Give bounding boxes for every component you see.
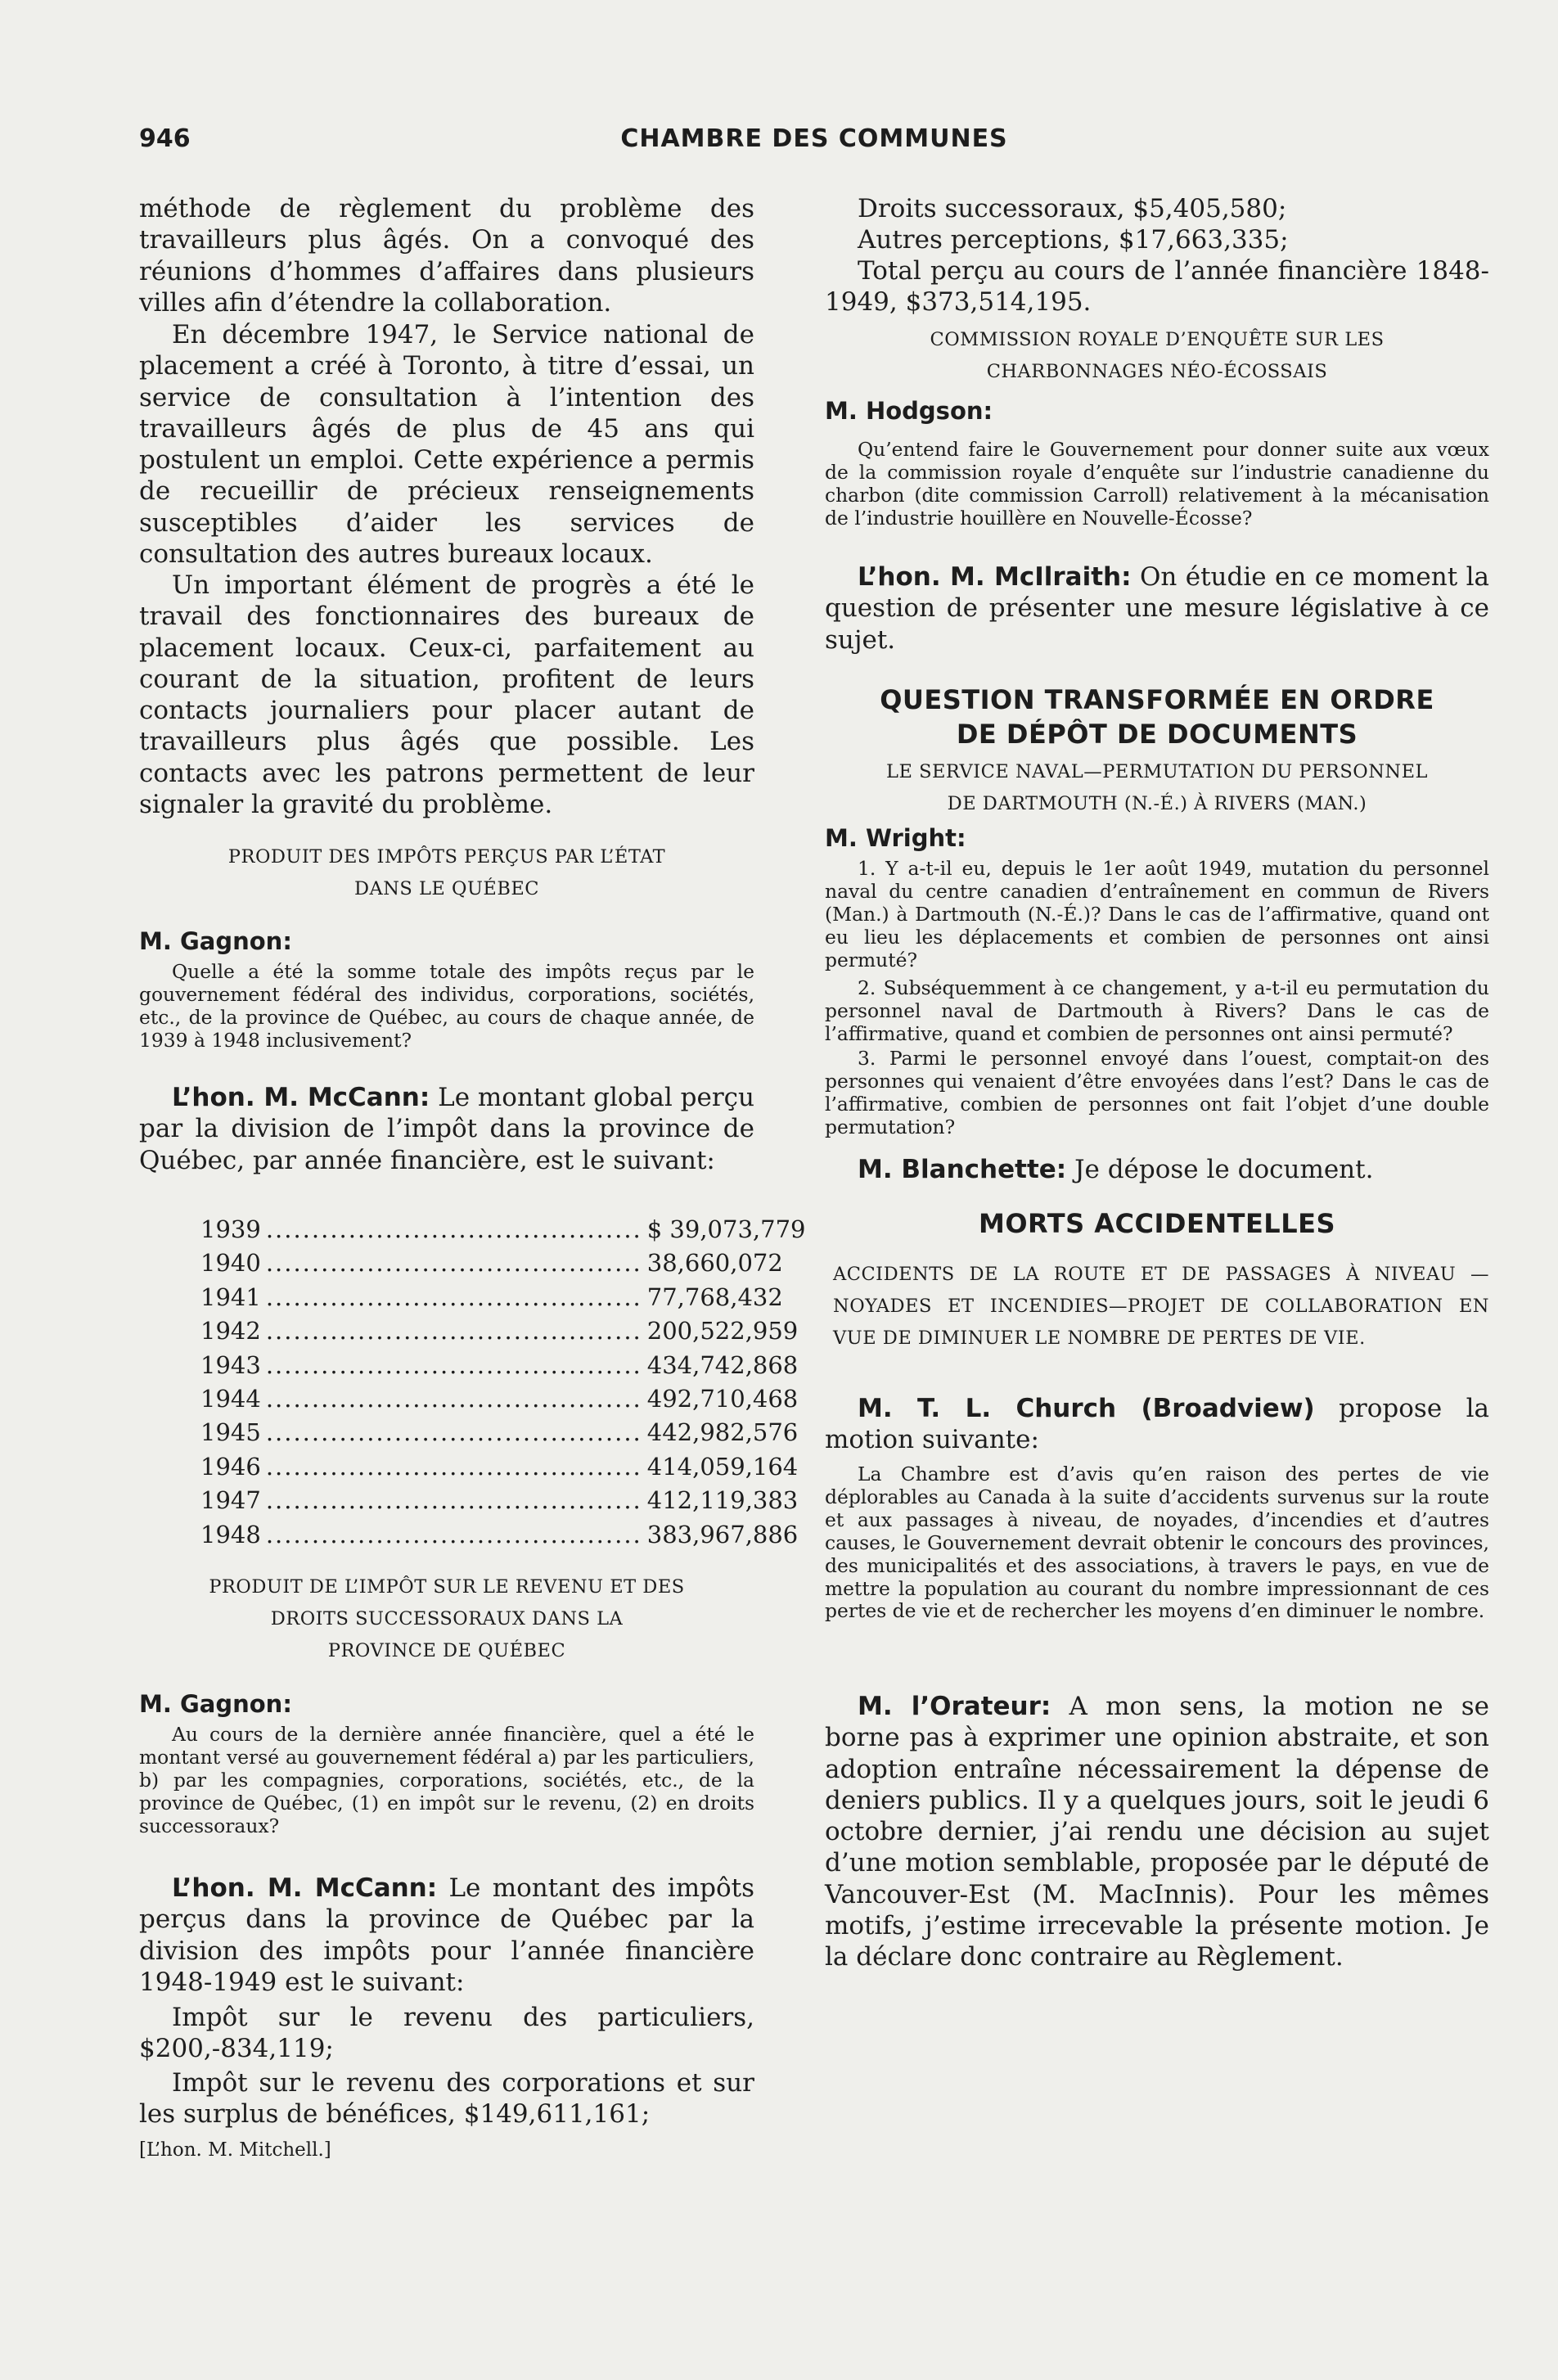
year-cell: 1944 <box>200 1385 261 1413</box>
amount-cell: 492,710,468 <box>646 1385 799 1413</box>
table-row: 1948 ......................................... 383,967,886 <box>200 1518 634 1552</box>
table-row: 1946 ......................................... 414,059,164 <box>200 1450 634 1484</box>
paragraph: méthode de règlement du problème des travailleurs plus âgés. On a convoqué des réunions d’hommes d’affaires dans plusieurs villes afin d’étendre la collaboration. <box>139 194 754 318</box>
question-text: Au cours de la dernière année financière, quel a été le montant versé au gouvernement fédéral a) par les particuliers, b) par les compagnies, corporations, sociétés, etc., de la province de Québec, (1) en impôt sur le revenu, (2) en droits successoraux? <box>139 1723 754 1837</box>
tax-table <box>200 1213 806 1555</box>
speaker-name: M. Wright: <box>825 824 966 852</box>
year-cell: 1940 <box>200 1249 261 1278</box>
page-header <box>139 124 1489 165</box>
right-column <box>825 193 1489 1973</box>
amount-cell: 77,768,432 <box>646 1282 783 1311</box>
running-title: CHAMBRE DES COMMUNES <box>620 124 1008 153</box>
speaker-name: L’hon. M. McCann: <box>172 1873 438 1903</box>
answer-paragraph: M. T. L. Church (Broadview) propose la motion suivante: <box>825 1394 1489 1455</box>
section-heading <box>139 823 754 925</box>
speaker-name: M. l’Orateur: <box>858 1692 1051 1721</box>
amount-cell: 414,059,164 <box>646 1452 799 1481</box>
answer-paragraph: L’hon. M. McIlraith: On étudie en ce moment la question de présenter une mesure législative à ce sujet. <box>825 562 1489 655</box>
section-heading-line: PRODUIT DE L’IMPÔT SUR LE REVENU ET DES <box>209 1576 685 1598</box>
year-cell: 1941 <box>200 1282 261 1311</box>
section-heading-line: CHARBONNAGES NÉO-ÉCOSSAIS <box>986 361 1328 382</box>
section-heading-line: DANS LE QUÉBEC <box>353 878 540 899</box>
question-text: 1. Y a-t-il eu, depuis le 1er août 1949, mutation du personnel naval du centre canadien d’entraînement en commun de Rivers (Man.) à Dartmouth (N.-É.)? Dans le cas de l’affirmative, quand ont eu lieu les déplacements et combien de personnes ont ainsi permuté? <box>825 857 1489 971</box>
section-heading: ACCIDENTS DE LA ROUTE ET DE PASSAGES À NIVEAU —NOYADES ET INCENDIES—PROJET DE COLLABORATION EN VUE DE DIMINUER LE NOMBRE DE PERTES DE VIE. <box>833 1264 1489 1349</box>
answer-paragraph: L’hon. M. McCann: Le montant des impôts perçus dans la province de Québec par la division des impôts pour l’année financière 1948-1949 est le suivant: <box>139 1873 754 1997</box>
paragraph: Total perçu au cours de l’année financière 1848-1949, $373,514,195. <box>825 256 1489 318</box>
left-column <box>139 193 806 2162</box>
table-row: 1944 ......................................... 492,710,468 <box>200 1382 634 1416</box>
footer-note: [L’hon. M. Mitchell.] <box>139 2139 331 2161</box>
speaker-name: M. T. L. Church (Broadview) <box>858 1394 1315 1423</box>
paragraph: Impôt sur le revenu des particuliers, $200,-834,119; <box>139 2003 754 2064</box>
motion-text: La Chambre est d’avis qu’en raison des pertes de vie déplorables au Canada à la suite d’accidents survenus sur la route et aux passages à niveau, de noyades, d’incendies et d’autres causes, le Gouvernement devrait obtenir le concours des provinces, des municipalités et des associations, à travers le pays, en vue de mettre la population au courant du nombre impressionnant de ces pertes de vie et de rechercher les moyens d’en diminuer le nombre. <box>825 1463 1489 1623</box>
table-row: 1940 ......................................... 38,660,072 <box>200 1246 634 1280</box>
question-text: Qu’entend faire le Gouvernement pour donner suite aux vœux de la commission royale d’enquête sur l’industrie canadienne du charbon (dite commission Carroll) relativement à la mécanisation de l’industrie houillère en Nouvelle-Écosse? <box>825 438 1489 530</box>
speaker-name: L’hon. M. McIlraith: <box>858 562 1132 592</box>
answer-paragraph: M. Blanchette: Je dépose le document. <box>858 1155 1374 1184</box>
answer-paragraph: L’hon. M. McCann: Le montant global perçu par la division de l’impôt dans la province de Québec, par année financière, est le suivant: <box>139 1083 755 1175</box>
table-row: 1945 ......................................... 442,982,576 <box>200 1416 634 1449</box>
amount-cell: 200,522,959 <box>646 1317 799 1346</box>
question-text: Quelle a été la somme totale des impôts reçus par le gouvernement fédéral des individus, corporations, sociétés, etc., de la province de Québec, au cours de chaque année, de 1939 à 1948 inclusivement? <box>139 960 754 1052</box>
section-heading-line: PROVINCE DE QUÉBEC <box>327 1640 566 1661</box>
speaker-name: M. Blanchette: <box>858 1155 1067 1184</box>
paragraph: Impôt sur le revenu des corporations et sur les surplus de bénéfices, $149,611,161; <box>139 2068 754 2130</box>
year-cell: 1939 <box>200 1215 261 1243</box>
table-row: 1943 ......................................... 434,742,868 <box>200 1349 634 1382</box>
table-row: 1939 ......................................... $ 39,073,779 <box>200 1213 634 1246</box>
year-cell: 1947 <box>200 1486 261 1515</box>
year-cell: 1945 <box>200 1418 261 1447</box>
table-row: 1947 ......................................... 412,119,383 <box>200 1484 634 1517</box>
section-heading-line: DE DARTMOUTH (N.-É.) À RIVERS (MAN.) <box>947 793 1367 814</box>
section-heading-line: DROITS SUCCESSORAUX DANS LA <box>270 1608 624 1629</box>
year-cell: 1946 <box>200 1452 261 1481</box>
answer-paragraph: M. l’Orateur: A mon sens, la motion ne se borne pas à exprimer une opinion abstraite, et son adoption entraîne nécessairement la dépense de deniers publics. Il y a quelques jours, soit le jeudi 6 octobre dernier, j’ai rendu une décision au sujet d’une motion semblable, proposée par le député de Vancouver-Est (M. MacInnis). Pour les mêmes motifs, j’estime irrecevable la présente motion. Je la déclare donc contraire au Règlement. <box>825 1692 1489 1972</box>
amount-cell: 434,742,868 <box>646 1350 799 1379</box>
table-row: 1941 ......................................... 77,768,432 <box>200 1281 634 1314</box>
year-cell: 1942 <box>200 1317 261 1346</box>
year-cell: 1943 <box>200 1350 261 1379</box>
amount-cell: $ 39,073,779 <box>646 1215 806 1243</box>
paragraph: En décembre 1947, le Service national de placement a créé à Toronto, à titre d’essai, un service de consultation à l’intention des travailleurs âgés de plus de 45 ans qui postulent un emploi. Cette expérience a permis de recueillir de précieux renseignements susceptibles d’aider les services de consultation des autres bureaux locaux. <box>139 320 754 570</box>
section-heading-line: PRODUIT DES IMPÔTS PERÇUS PAR L’ÉTAT <box>227 846 666 868</box>
section-heading <box>139 1555 754 1688</box>
speaker-name: M. Hodgson: <box>825 397 993 425</box>
amount-cell: 412,119,383 <box>646 1486 799 1515</box>
year-cell: 1948 <box>200 1520 261 1548</box>
table-row: 1942 ......................................... 200,522,959 <box>200 1314 634 1348</box>
section-title-line: DE DÉPÔT DE DOCUMENTS <box>956 719 1358 750</box>
section-heading-line: LE SERVICE NAVAL—PERMUTATION DU PERSONNEL <box>886 761 1428 782</box>
paragraph: Droits successoraux, $5,405,580; <box>858 194 1287 223</box>
speaker-name: L’hon. M. McCann: <box>172 1083 430 1112</box>
section-title: MORTS ACCIDENTELLES <box>979 1208 1335 1239</box>
question-text: 2. Subséquemment à ce changement, y a-t-il eu permutation du personnel naval de Dartmouth à Rivers? Dans le cas de l’affirmative, quand et combien de personnes ont ainsi permuté? <box>825 976 1489 1045</box>
section-title-line: QUESTION TRANSFORMÉE EN ORDRE <box>880 684 1434 715</box>
amount-cell: 442,982,576 <box>646 1418 799 1447</box>
question-text: 3. Parmi le personnel envoyé dans l’ouest, comptait-on des personnes qui venaient d’être envoyées dans l’est? Dans le cas de l’affirmative, combien de personnes ont fait l’objet d’une double permutation? <box>825 1047 1489 1138</box>
speaker-name: M. Gagnon: <box>139 1690 292 1718</box>
paragraph: Autres perceptions, $17,663,335; <box>858 225 1289 255</box>
amount-cell: 383,967,886 <box>646 1520 799 1548</box>
amount-cell: 38,660,072 <box>646 1249 783 1278</box>
section-heading <box>825 324 1489 390</box>
speaker-name: M. Gagnon: <box>139 927 292 955</box>
section-heading-line: COMMISSION ROYALE D’ENQUÊTE SUR LES <box>930 329 1385 350</box>
paragraph: Un important élément de progrès a été le travail des fonctionnaires des bureaux de placement locaux. Ceux-ci, parfaitement au courant de la situation, profitent de leurs contacts journaliers pour placer autant de travailleurs plus âgés que possible. Les contacts avec les patrons permettent de leur signaler la gravité du problème. <box>139 570 754 820</box>
page-number: 946 <box>139 124 191 153</box>
section-title <box>825 668 1489 756</box>
section-heading <box>825 756 1489 822</box>
